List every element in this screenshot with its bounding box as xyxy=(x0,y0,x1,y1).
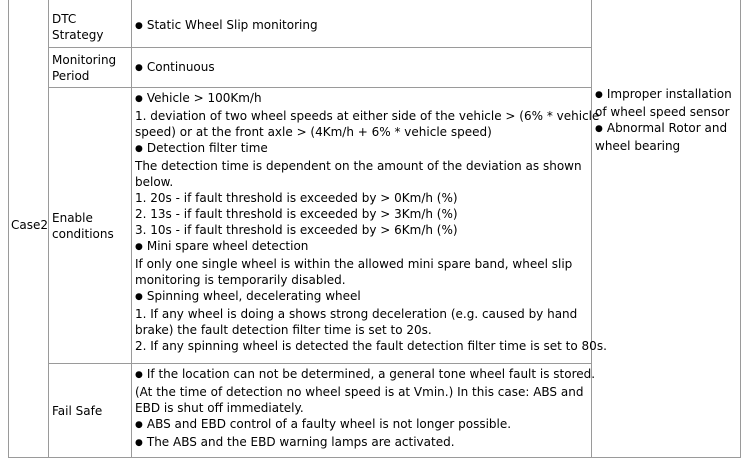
cause-line: of wheel speed sensor xyxy=(595,105,730,119)
cause-line: ● Improper installation xyxy=(595,86,737,104)
monitoring-period-label: Monitoring Period xyxy=(49,48,132,88)
dtc-strategy-row xyxy=(9,0,741,48)
bullet-line: ● Detection filter time xyxy=(135,140,588,158)
bullet-line: ● If the location can not be determined, a general tone wheel fault is stored. xyxy=(135,366,588,384)
bullet-line: ● Vehicle > 100Km/h xyxy=(135,90,588,108)
cause-line: ● Abnormal Rotor and xyxy=(595,120,737,138)
cause-line: wheel bearing xyxy=(595,139,681,153)
bullet-line: ● Spinning wheel, decelerating wheel xyxy=(135,288,588,306)
fail-safe-label: Fail Safe xyxy=(49,364,132,458)
bullet-line: ● ABS and EBD control of a faulty wheel is not longer possible. xyxy=(135,416,588,434)
dtc-strategy-label: DTC Strategy xyxy=(49,0,132,48)
bullet-line: ● Continuous xyxy=(135,59,588,77)
case-label: Case2 xyxy=(9,0,49,458)
probable-causes-cell xyxy=(592,0,741,458)
fail-safe-value: ● If the location can not be determined, a general tone wheel fault is stored. (At the time of detection no wheel speed is at Vmin.) In this case: ABS and EBD is shut off immediately. ● ABS and EBD control of a faulty wheel is not longer possible. ● The ABS and the EBD warning lamps are activated. xyxy=(132,364,592,458)
dtc-spec-table xyxy=(8,0,741,458)
bullet-line: ● The ABS and the EBD warning lamps are activated. xyxy=(135,434,588,452)
bullet-line: ● Mini spare wheel detection xyxy=(135,238,588,256)
bullet-line: ● Static Wheel Slip monitoring xyxy=(135,17,588,35)
monitoring-period-value xyxy=(132,48,592,88)
enable-conditions-value: ● Vehicle > 100Km/h 1. deviation of two wheel speeds at either side of the vehicle > (6% * vehicle speed) or at the front axle > (4Km/h + 6% * vehicle speed) ● Detection filter time The detection time is dependent on the amount of the deviation as shown below. 1. 20s - if fault threshold is exceeded by > 0Km/h (%) 2. 13s - if fault threshold is exceeded by > 3Km/h (%) 3. 10s - if fault threshold is exceeded by > 6Km/h (%) ● Mini spare wheel detection If only one single wheel is within the allowed mini spare band, wheel slip monitoring is temporarily disabled. ● Spinning wheel, decelerating wheel 1. If any wheel is doing a shows strong deceleration (e.g. caused by hand brake) the fault detection filter time is set to 20s. 2. If any spinning wheel is detected the fault detection filter time is set to 80s. xyxy=(132,88,592,364)
enable-conditions-label: Enable conditions xyxy=(49,88,132,364)
dtc-strategy-value xyxy=(132,0,592,48)
